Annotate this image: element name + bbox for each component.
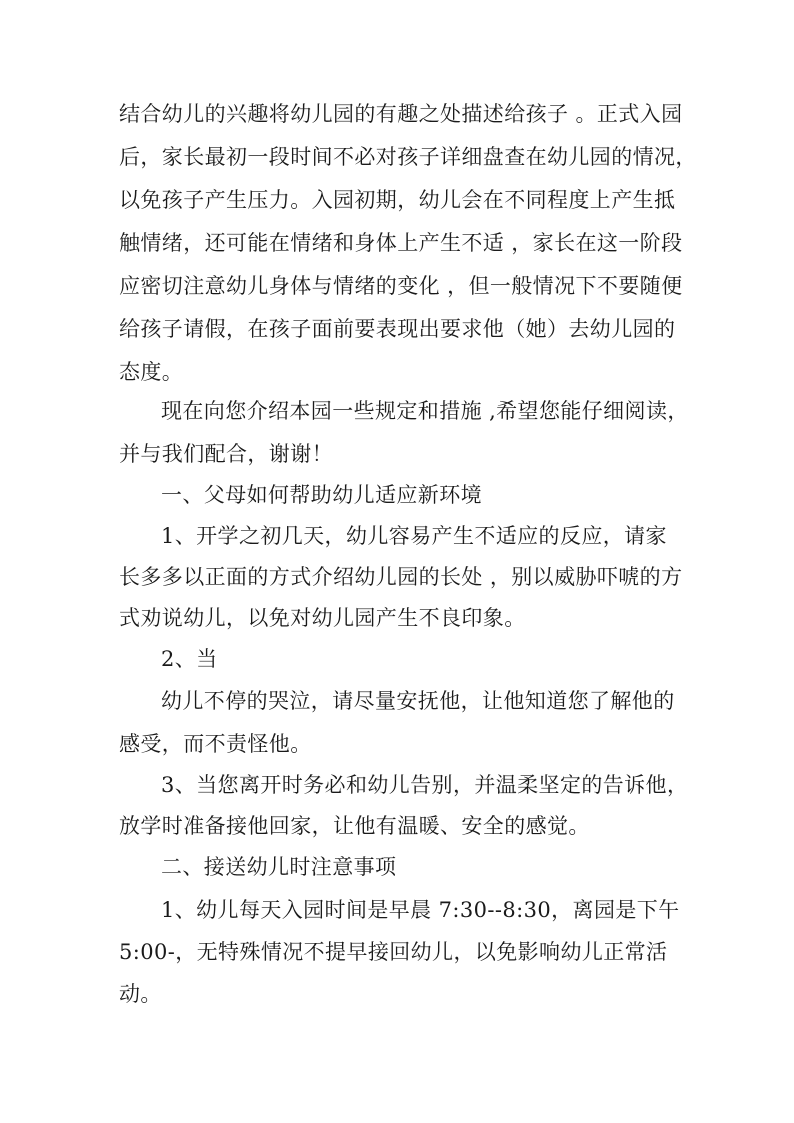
- paragraph-first-line: 1、开学之初几天，幼儿容易产生不适应的反应，请家: [161, 524, 667, 548]
- text-line: 以免孩子产生压力。入园初期，幼儿会在不同程度上产生抵: [119, 188, 676, 212]
- text-line: 触情绪，还可能在情绪和身体上产生不适 ，家长在这一阶段: [119, 231, 683, 255]
- text-line: 5:00-，无特殊情况不提早接回幼儿，以免影响幼儿正常活: [119, 940, 668, 964]
- paragraph-first-line: 幼儿不停的哭泣，请尽量安抚他，让他知道您了解他的: [161, 689, 675, 713]
- text-line: 给孩子请假，在孩子面前要表现出要求他（她）去幼儿园的: [119, 317, 676, 341]
- section-heading: 一、父母如何帮助幼儿适应新环境: [161, 483, 482, 507]
- text-line: 动。: [119, 982, 162, 1006]
- text-line: 态度。: [119, 360, 184, 384]
- section-heading: 二、接送幼儿时注意事项: [161, 855, 397, 879]
- text-line: 式劝说幼儿，以免对幼儿园产生不良印象。: [119, 606, 526, 630]
- text-line: 并与我们配合，谢谢！: [119, 442, 333, 466]
- paragraph-first-line: 1、幼儿每天入园时间是早晨 7:30--8:30，离园是下午: [161, 898, 680, 922]
- text-line: 感受，而不责怪他。: [119, 732, 312, 756]
- text-line: 后，家长最初一段时间不必对孩子详细盘查在幼儿园的情况，: [119, 145, 697, 169]
- text-line: 应密切注意幼儿身体与情绪的变化 ，但一般情况下不要随便: [119, 274, 683, 298]
- text-line: 放学时准备接他回家，让他有温暖、安全的感觉。: [119, 814, 590, 838]
- paragraph-first-line: 现在向您介绍本园一些规定和措施 ,希望您能仔细阅读，: [161, 399, 689, 423]
- text-line: 结合幼儿的兴趣将幼儿园的有趣之处描述给孩子 。正式入园: [119, 102, 683, 126]
- paragraph-first-line: 2、当: [161, 647, 218, 671]
- paragraph-first-line: 3、当您离开时务必和幼儿告别，并温柔坚定的告诉他，: [161, 773, 689, 797]
- text-line: 长多多以正面的方式介绍幼儿园的长处 ，别以威胁吓唬的方: [119, 565, 683, 589]
